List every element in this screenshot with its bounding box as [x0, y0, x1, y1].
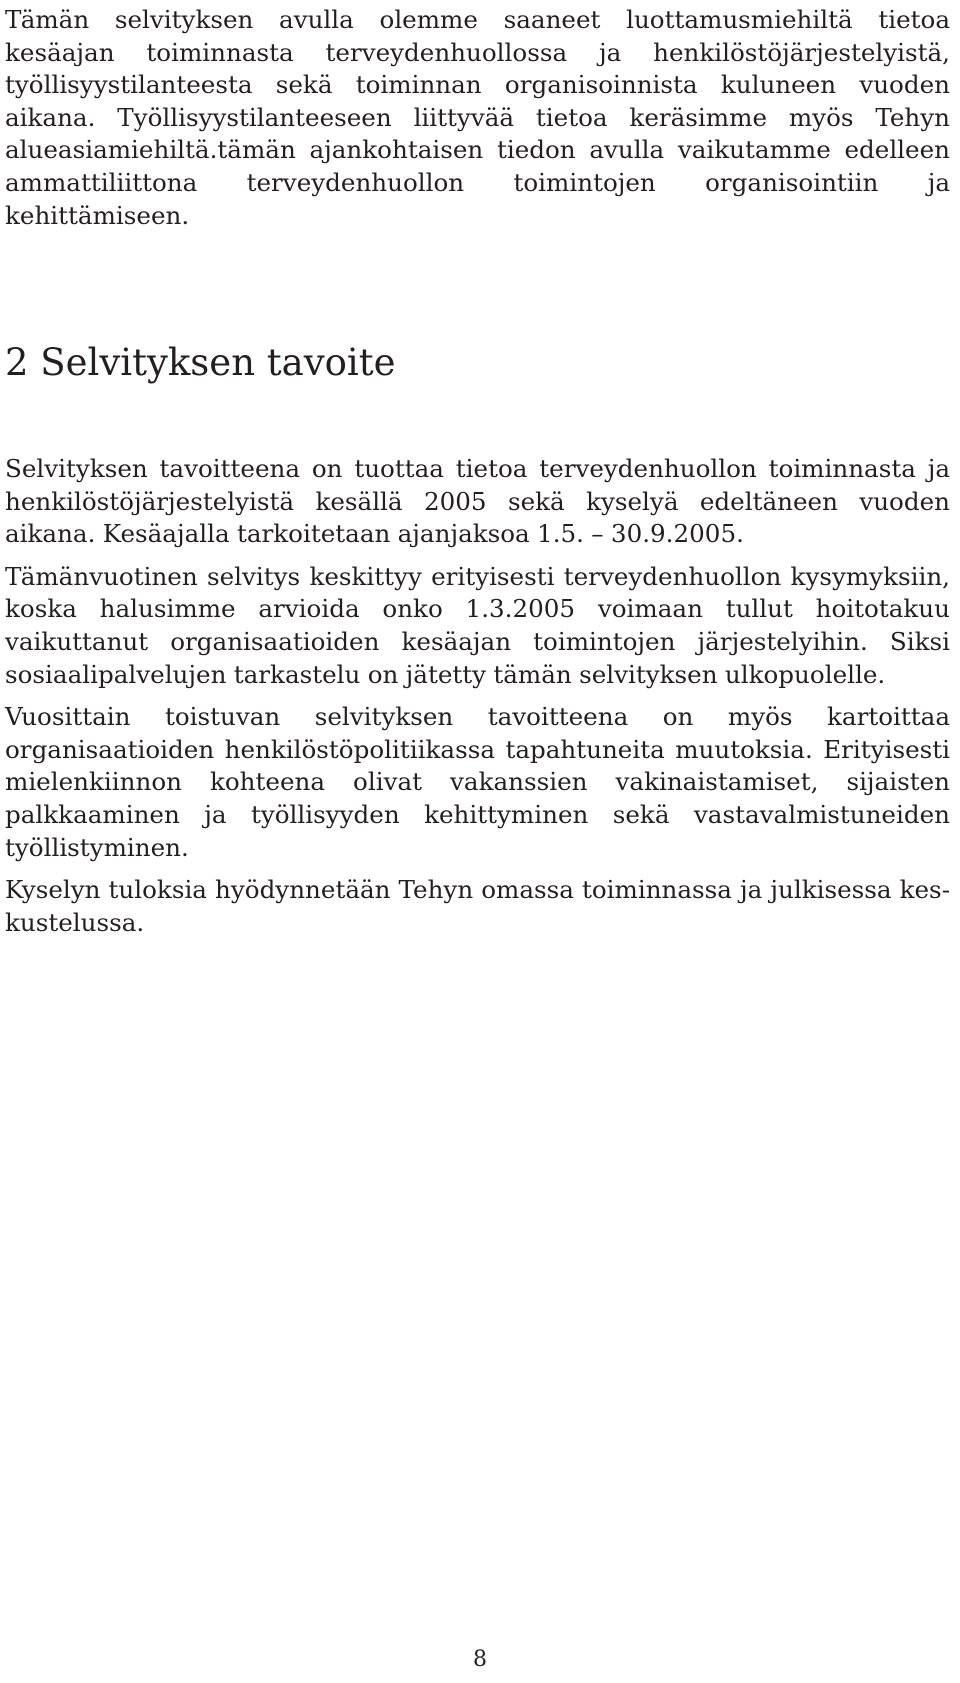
- section-paragraph-3: Vuosittain toistuvan selvityksen tavoitteena on myös kartoittaa organisaatioiden henkilöstöpolitiikassa tapahtuneita muutoksia. Erityisesti mielenkiinnon kohteena olivat vakanssien vakinaistamiset, sijaisten palkkaaminen ja työllisyyden kehittyminen sekä vastavalmistuneiden työllistyminen.: [5, 702, 950, 862]
- section-paragraph-1: Selvityksen tavoitteena on tuottaa tietoa terveydenhuollon toiminnasta ja henkilöstöjärjestelyistä kesällä 2005 sekä kyselyä edeltäneen vuoden aikana. Kesäajalla tarkoitetaan ajanjaksoa 1.5. – 30.9.2005.: [5, 454, 950, 549]
- section-heading: 2 Selvityksen tavoite: [5, 341, 396, 384]
- section-body: [5, 453, 950, 939]
- intro-paragraph: Tämän selvityksen avulla olemme saaneet luottamusmiehiltä tietoa kesäajan toiminnasta terveydenhuollossa ja henkilöstöjärjestelyistä, työllisyystilanteesta sekä toiminnan organisoinnista kuluneen vuoden aikana. Työllisyystilanteeseen liittyvää tietoa keräsimme myös Tehyn alueasiamiehiltä.tämän ajankohtaisen tiedon avulla vaikutamme edelleen ammattiliittona terveydenhuollon toimintojen organisointiin ja kehittämiseen.: [5, 5, 950, 230]
- section-paragraph-4: Kyselyn tuloksia hyödynnetään Tehyn omassa toiminnassa ja julkisessa keskustelussa.: [5, 875, 950, 937]
- section-paragraph-2: Tämänvuotinen selvitys keskittyy erityisesti terveydenhuollon kysymyksiin, koska halusimme arvioida onko 1.3.2005 voimaan tullut hoitotakuu vaikuttanut organisaatioiden kesäajan toimintojen järjestelyihin. Siksi sosiaalipalvelujen tarkastelu on jätetty tämän selvityksen ulkopuolelle.: [5, 561, 950, 689]
- page-number: 8: [473, 1647, 487, 1672]
